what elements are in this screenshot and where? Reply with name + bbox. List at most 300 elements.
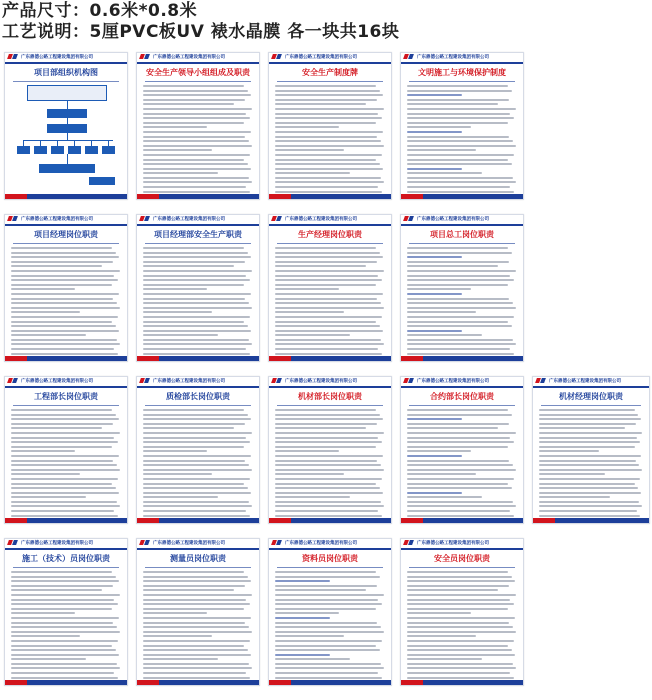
title-divider <box>145 243 251 244</box>
text-line <box>143 423 245 425</box>
card-title: 生产经理岗位职责 <box>298 230 362 239</box>
text-line <box>11 441 118 443</box>
text-line <box>275 293 383 295</box>
text-line <box>143 353 250 355</box>
card-footer-bar <box>401 680 523 685</box>
text-line <box>275 571 376 573</box>
text-line <box>143 427 234 429</box>
card-body-text <box>401 409 523 524</box>
card-title: 项目部组织机构图 <box>34 68 98 77</box>
text-line <box>275 154 382 156</box>
text-line <box>407 455 462 457</box>
title-divider <box>13 405 119 406</box>
text-line <box>11 473 80 475</box>
text-line <box>143 302 249 304</box>
company-name: 广东鼎德公路工程建设集团有限公司 <box>21 217 93 222</box>
text-line <box>275 464 381 466</box>
text-line <box>275 478 382 480</box>
text-line <box>11 571 112 573</box>
text-line <box>275 353 382 355</box>
text-line <box>407 515 514 517</box>
text-line <box>11 492 119 494</box>
text-line <box>407 339 513 341</box>
card-header-bar <box>401 539 523 550</box>
text-line <box>407 427 498 429</box>
sign-board-card <box>136 214 260 362</box>
text-line <box>143 159 244 161</box>
text-line <box>275 496 350 498</box>
sign-board-card <box>4 52 128 200</box>
text-line <box>143 658 218 660</box>
text-line <box>143 247 244 249</box>
text-line <box>407 631 516 633</box>
text-line <box>11 576 116 578</box>
text-line <box>407 172 482 174</box>
sign-board-grid <box>0 46 652 700</box>
card-title: 项目经理部安全生产职责 <box>154 230 242 239</box>
text-line <box>275 307 384 309</box>
process-description-label: 工艺说明：5厘PVC板UV 裱水晶膜 各一块共16块 <box>2 22 400 42</box>
text-line <box>11 288 75 290</box>
card-body-text <box>5 409 127 524</box>
text-line <box>275 585 377 587</box>
card-header-bar <box>401 215 523 226</box>
text-line <box>143 113 246 115</box>
card-body-text <box>5 247 127 362</box>
text-line <box>11 672 114 674</box>
company-logo-icon <box>404 54 414 60</box>
text-line <box>143 99 245 101</box>
title-divider <box>145 567 251 568</box>
text-line <box>11 409 112 411</box>
text-line <box>11 654 119 656</box>
text-line <box>275 113 378 115</box>
text-line <box>143 298 245 300</box>
text-line <box>275 608 376 610</box>
text-line <box>539 510 637 512</box>
text-line <box>143 501 249 503</box>
company-logo-icon <box>404 216 414 222</box>
text-line <box>539 427 625 429</box>
text-line <box>275 131 383 133</box>
text-line <box>539 473 605 475</box>
text-line <box>143 108 252 110</box>
text-line <box>275 136 377 138</box>
card-header-bar <box>401 53 523 64</box>
text-line <box>275 658 350 660</box>
text-line <box>407 622 509 624</box>
card-title: 合约部长岗位职责 <box>430 392 494 401</box>
text-line <box>407 640 514 642</box>
card-body-text <box>401 85 523 200</box>
text-line <box>275 654 330 656</box>
company-logo-icon <box>272 54 282 60</box>
text-line <box>407 181 516 183</box>
sign-board-card <box>4 376 128 524</box>
card-header-bar <box>137 215 259 226</box>
company-name: 广东鼎德公路工程建设集团有限公司 <box>21 541 93 546</box>
text-line <box>275 270 384 272</box>
company-name: 广东鼎德公路工程建设集团有限公司 <box>417 541 489 546</box>
text-line <box>407 113 510 115</box>
text-line <box>407 580 515 582</box>
text-line <box>275 311 344 313</box>
text-line <box>407 672 510 674</box>
text-line <box>275 108 384 110</box>
text-line <box>11 640 118 642</box>
text-line <box>275 594 384 596</box>
text-line <box>407 478 514 480</box>
text-line <box>275 163 380 165</box>
text-line <box>539 450 599 452</box>
text-line <box>407 603 514 605</box>
text-line <box>407 501 513 503</box>
text-line <box>143 441 250 443</box>
text-line <box>275 576 380 578</box>
text-line <box>11 663 117 665</box>
text-line <box>275 316 382 318</box>
text-line <box>11 622 113 624</box>
text-line <box>407 677 514 679</box>
text-line <box>407 576 512 578</box>
text-line <box>539 501 639 503</box>
text-line <box>275 177 381 179</box>
text-line <box>539 432 642 434</box>
text-line <box>539 464 639 466</box>
company-name: 广东鼎德公路工程建设集团有限公司 <box>21 379 93 384</box>
text-line <box>11 496 86 498</box>
text-line <box>143 154 250 156</box>
text-line <box>275 275 378 277</box>
text-line <box>539 483 635 485</box>
sign-board-card <box>400 376 524 524</box>
card-title: 测量员岗位职责 <box>170 554 226 563</box>
text-line <box>11 353 118 355</box>
company-logo-icon <box>8 54 18 60</box>
company-name: 广东鼎德公路工程建设集团有限公司 <box>417 217 489 222</box>
text-line <box>407 334 482 336</box>
text-line <box>143 325 248 327</box>
text-line <box>143 339 249 341</box>
text-line <box>275 186 378 188</box>
org-connector <box>23 140 113 141</box>
card-body-text <box>269 571 391 686</box>
text-line <box>143 181 252 183</box>
card-body-text <box>269 247 391 362</box>
text-line <box>275 427 366 429</box>
text-line <box>143 94 251 96</box>
text-line <box>11 298 113 300</box>
text-line <box>143 191 250 193</box>
text-line <box>143 122 244 124</box>
text-line <box>143 677 250 679</box>
text-line <box>11 348 114 350</box>
text-line <box>143 288 207 290</box>
text-line <box>143 473 212 475</box>
card-footer-bar <box>137 680 259 685</box>
text-line <box>143 85 244 87</box>
text-line <box>275 252 380 254</box>
sign-board-card <box>268 214 392 362</box>
text-line <box>11 330 119 332</box>
company-logo-icon <box>140 378 150 384</box>
text-line <box>407 496 482 498</box>
company-logo-icon <box>536 378 546 384</box>
text-line <box>11 626 117 628</box>
text-line <box>275 622 377 624</box>
text-line <box>407 163 512 165</box>
card-body-text <box>401 571 523 686</box>
text-line <box>143 270 252 272</box>
card-footer-bar <box>5 518 127 523</box>
text-line <box>407 168 462 170</box>
text-line <box>143 252 248 254</box>
text-line <box>143 460 245 462</box>
text-line <box>407 279 514 281</box>
text-line <box>143 631 252 633</box>
text-line <box>143 672 246 674</box>
text-line <box>407 275 510 277</box>
text-line <box>11 343 120 345</box>
text-line <box>275 159 376 161</box>
text-line <box>275 635 344 637</box>
text-line <box>407 311 476 313</box>
text-line <box>275 145 384 147</box>
company-name: 广东鼎德公路工程建设集团有限公司 <box>285 541 357 546</box>
text-line <box>11 501 117 503</box>
text-line <box>407 94 462 96</box>
text-line <box>407 117 514 119</box>
text-line <box>539 492 641 494</box>
sign-board-card <box>136 376 260 524</box>
card-header-bar <box>401 377 523 388</box>
text-line <box>275 334 350 336</box>
card-header-bar <box>269 53 391 64</box>
text-line <box>539 505 642 507</box>
text-line <box>11 635 80 637</box>
text-line <box>143 603 250 605</box>
text-line <box>275 580 330 582</box>
text-line <box>275 677 382 679</box>
text-line <box>275 126 339 128</box>
company-logo-icon <box>8 540 18 546</box>
title-divider <box>277 567 383 568</box>
text-line <box>539 478 640 480</box>
text-line <box>143 580 251 582</box>
text-line <box>407 177 513 179</box>
text-line <box>407 284 508 286</box>
text-line <box>143 168 251 170</box>
text-line <box>11 667 120 669</box>
text-line <box>407 492 462 494</box>
text-line <box>11 464 117 466</box>
card-header-bar <box>269 377 391 388</box>
card-header-bar <box>137 377 259 388</box>
text-line <box>11 631 120 633</box>
text-line <box>407 131 462 133</box>
text-line <box>407 85 508 87</box>
title-divider <box>13 243 119 244</box>
text-line <box>143 343 252 345</box>
text-line <box>143 612 207 614</box>
text-line <box>143 487 248 489</box>
company-name: 广东鼎德公路工程建设集团有限公司 <box>285 55 357 60</box>
card-header-bar <box>269 539 391 550</box>
text-line <box>143 284 244 286</box>
card-title: 安全生产制度牌 <box>302 68 358 77</box>
company-name: 广东鼎德公路工程建设集团有限公司 <box>285 379 357 384</box>
company-logo-icon <box>404 378 414 384</box>
card-footer-bar <box>137 356 259 361</box>
text-line <box>407 325 512 327</box>
text-line <box>143 608 244 610</box>
text-line <box>275 505 384 507</box>
text-line <box>539 455 641 457</box>
text-line <box>143 90 248 92</box>
text-line <box>275 330 383 332</box>
text-line <box>11 612 75 614</box>
text-line <box>275 321 376 323</box>
text-line <box>143 177 249 179</box>
org-chart <box>9 85 123 195</box>
text-line <box>11 515 118 517</box>
text-line <box>143 140 249 142</box>
text-line <box>143 136 245 138</box>
text-line <box>407 589 498 591</box>
text-line <box>275 85 376 87</box>
text-line <box>143 348 246 350</box>
text-line <box>275 140 381 142</box>
text-line <box>275 473 344 475</box>
text-line <box>143 330 251 332</box>
company-logo-icon <box>272 378 282 384</box>
text-line <box>407 256 462 258</box>
org-chart-node <box>68 146 81 154</box>
text-line <box>407 136 509 138</box>
text-line <box>11 414 116 416</box>
text-line <box>143 635 212 637</box>
card-footer-bar <box>401 194 523 199</box>
text-line <box>11 658 86 660</box>
text-line <box>143 186 246 188</box>
org-chart-node <box>102 146 115 154</box>
text-line <box>539 423 636 425</box>
text-line <box>407 487 512 489</box>
text-line <box>11 585 113 587</box>
header <box>0 0 652 44</box>
text-line <box>407 126 471 128</box>
card-body-text <box>137 409 259 524</box>
text-line <box>11 261 113 263</box>
card-title: 安全生产领导小组组成及职责 <box>146 68 250 77</box>
org-chart-node <box>47 109 87 118</box>
text-line <box>407 159 508 161</box>
text-line <box>275 663 381 665</box>
text-line <box>143 145 252 147</box>
text-line <box>11 423 113 425</box>
title-divider <box>145 405 251 406</box>
text-line <box>143 131 251 133</box>
text-line <box>407 473 476 475</box>
text-line <box>407 608 508 610</box>
text-line <box>11 302 117 304</box>
text-line <box>11 487 116 489</box>
card-footer-bar <box>269 680 391 685</box>
card-body-text <box>269 409 391 524</box>
card-footer-bar <box>5 680 127 685</box>
text-line <box>407 270 516 272</box>
text-line <box>275 247 376 249</box>
card-body-text <box>269 85 391 200</box>
text-line <box>407 441 514 443</box>
text-line <box>407 612 471 614</box>
text-line <box>143 515 250 517</box>
text-line <box>11 339 117 341</box>
title-divider <box>409 405 515 406</box>
card-body-text <box>137 85 259 200</box>
sign-board-card <box>136 52 260 200</box>
text-line <box>143 279 250 281</box>
card-title: 机材经理岗位职责 <box>559 392 623 401</box>
card-body-text <box>533 409 649 524</box>
text-line <box>407 145 516 147</box>
text-line <box>143 492 251 494</box>
text-line <box>275 279 382 281</box>
text-line <box>275 423 377 425</box>
text-line <box>407 437 510 439</box>
text-line <box>143 622 245 624</box>
text-line <box>275 339 381 341</box>
text-line <box>275 117 382 119</box>
text-line <box>143 645 244 647</box>
text-line <box>275 414 380 416</box>
text-line <box>143 316 250 318</box>
text-line <box>143 293 251 295</box>
text-line <box>11 469 120 471</box>
title-divider <box>13 567 119 568</box>
text-line <box>275 99 377 101</box>
text-line <box>143 649 248 651</box>
text-line <box>11 279 118 281</box>
text-line <box>143 640 250 642</box>
text-line <box>539 460 636 462</box>
text-line <box>143 478 250 480</box>
text-line <box>407 265 498 267</box>
text-line <box>11 510 114 512</box>
org-chart-node <box>85 146 98 154</box>
title-divider <box>145 81 251 82</box>
org-connector <box>67 133 68 140</box>
product-size-label: 产品尺寸：0.6米*0.8米 <box>2 1 198 21</box>
text-line <box>143 163 248 165</box>
text-line <box>275 450 339 452</box>
card-title: 项目经理岗位职责 <box>34 230 98 239</box>
text-line <box>11 247 112 249</box>
card-header-bar <box>137 53 259 64</box>
text-line <box>143 307 252 309</box>
company-name: 广东鼎德公路工程建设集团有限公司 <box>417 379 489 384</box>
text-line <box>275 265 366 267</box>
text-line <box>11 316 118 318</box>
text-line <box>407 418 462 420</box>
text-line <box>143 149 212 151</box>
org-chart-node <box>39 164 95 173</box>
text-line <box>407 585 509 587</box>
text-line <box>143 469 252 471</box>
text-line <box>407 99 509 101</box>
text-line <box>407 645 508 647</box>
text-line <box>11 427 102 429</box>
